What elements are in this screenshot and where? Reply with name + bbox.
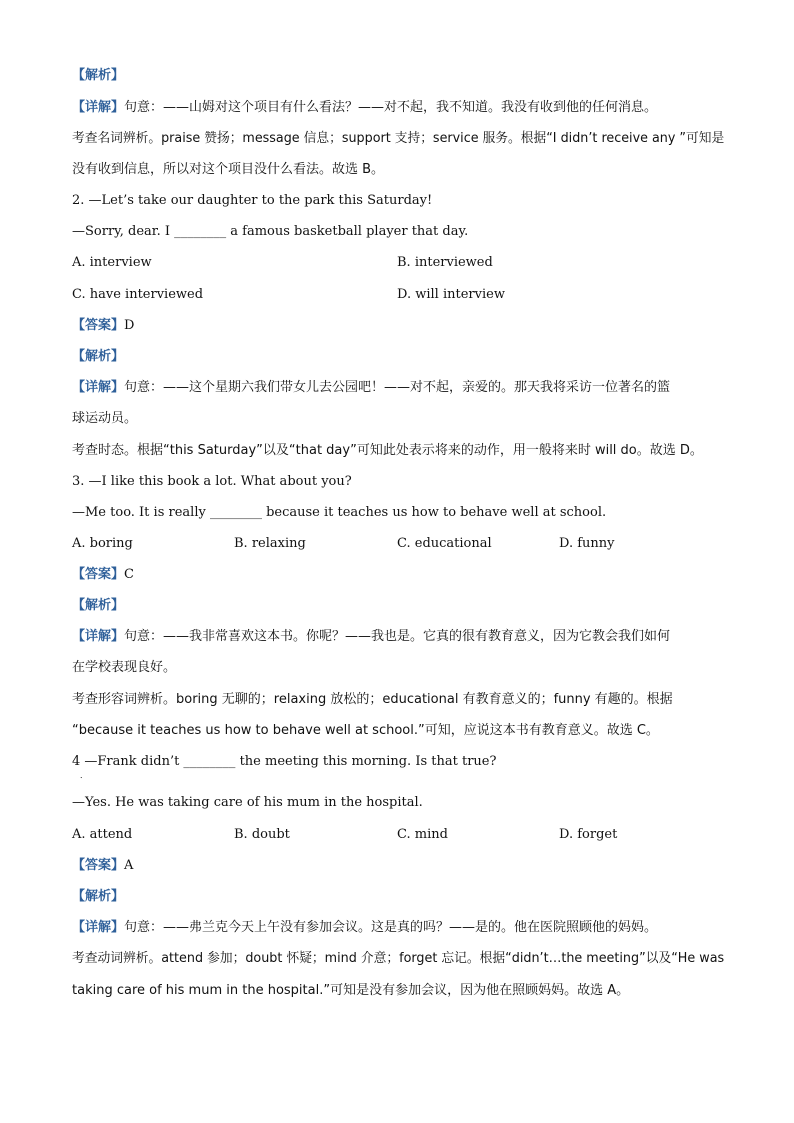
answer-value: A (124, 858, 134, 873)
detail-heading: 【详解】 (72, 380, 125, 395)
exam-point-line: 考查时态。根据“this Saturday”以及“that day”可知此处表示将来的动作，用一般将来时 will do。故选 D。 (72, 443, 703, 458)
option-a: A. boring (72, 536, 133, 551)
option-a: A. attend (72, 827, 133, 842)
detail-text: 句意：——这个星期六我们带女儿去公园吧！——对不起，亲爱的。那天我将采访一位著名的篮 (124, 380, 671, 395)
answer-heading: 【答案】 (72, 858, 125, 873)
analysis-heading: 【解析】 (72, 349, 125, 364)
detail-text: 句意：——山姆对这个项目有什么看法？——对不起，我不知道。我没有收到他的任何消息。 (124, 100, 658, 115)
detail-paragraph (72, 919, 657, 937)
answer-line (72, 566, 134, 584)
option-d: D. funny (559, 536, 615, 551)
option-c: C. mind (397, 827, 448, 842)
question-reply: —Me too. It is really ________ because it teaches us how to behave well at school. (72, 505, 607, 520)
analysis-heading: 【解析】 (72, 68, 125, 83)
answer-line (72, 317, 134, 335)
question-stem: 2. —Let’s take our daughter to the park this Saturday! (72, 193, 433, 208)
detail-text: 句意：——我非常喜欢这本书。你呢？——我也是。它真的很有教育意义，因为它教会我们如何 (124, 629, 671, 644)
option-b: B. relaxing (234, 536, 306, 551)
question-reply: —Yes. He was taking care of his mum in the hospital. (72, 795, 423, 810)
exam-point-line: taking care of his mum in the hospital.”可知是没有参加会议，因为他在照顾妈妈。故选 A。 (72, 983, 630, 998)
stray-punctuation-mark: ． (80, 771, 88, 780)
detail-text: 句意：——弗兰克今天上午没有参加会议。这是真的吗？——是的。他在医院照顾他的妈妈。 (124, 920, 658, 935)
option-d: D. will interview (397, 287, 505, 302)
option-c: C. have interviewed (72, 287, 204, 302)
option-b: B. interviewed (397, 255, 493, 270)
exam-point-line: “because it teaches us how to behave well at school.”可知，应说这本书有教育意义。故选 C。 (72, 723, 659, 738)
option-d: D. forget (559, 827, 618, 842)
detail-heading: 【详解】 (72, 629, 125, 644)
analysis-heading: 【解析】 (72, 889, 125, 904)
detail-heading: 【详解】 (72, 100, 125, 115)
option-b: B. doubt (234, 827, 290, 842)
detail-text-continued: 在学校表现良好。 (72, 660, 177, 675)
detail-paragraph (72, 379, 670, 397)
question-stem: 4 —Frank didn’t ________ the meeting this morning. Is that true? (72, 754, 497, 769)
answer-value: C (124, 567, 134, 582)
exam-point-line: 考查形容词辨析。boring 无聊的；relaxing 放松的；educational 有教育意义的；funny 有趣的。根据 (72, 692, 673, 707)
detail-paragraph (72, 628, 670, 646)
question-reply: —Sorry, dear. I ________ a famous basketball player that day. (72, 224, 469, 239)
detail-paragraph (72, 99, 657, 117)
detail-text-continued: 球运动员。 (72, 411, 138, 426)
answer-heading: 【答案】 (72, 318, 125, 333)
exam-point-line: 考查动词辨析。attend 参加；doubt 怀疑；mind 介意；forget 忘记。根据“didn’t…the meeting”以及“He was (72, 951, 725, 966)
answer-line (72, 857, 133, 875)
question-stem: 3. —I like this book a lot. What about you? (72, 474, 352, 489)
option-a: A. interview (72, 255, 152, 270)
detail-heading: 【详解】 (72, 920, 125, 935)
analysis-heading: 【解析】 (72, 598, 125, 613)
option-c: C. educational (397, 536, 492, 551)
exam-point-line: 没有收到信息，所以对这个项目没什么看法。故选 B。 (72, 162, 385, 177)
answer-heading: 【答案】 (72, 567, 125, 582)
answer-value: D (124, 318, 135, 333)
exam-point-line: 考查名词辨析。praise 赞扬；message 信息；support 支持；service 服务。根据“I didn’t receive any ”可知是 (72, 131, 725, 146)
